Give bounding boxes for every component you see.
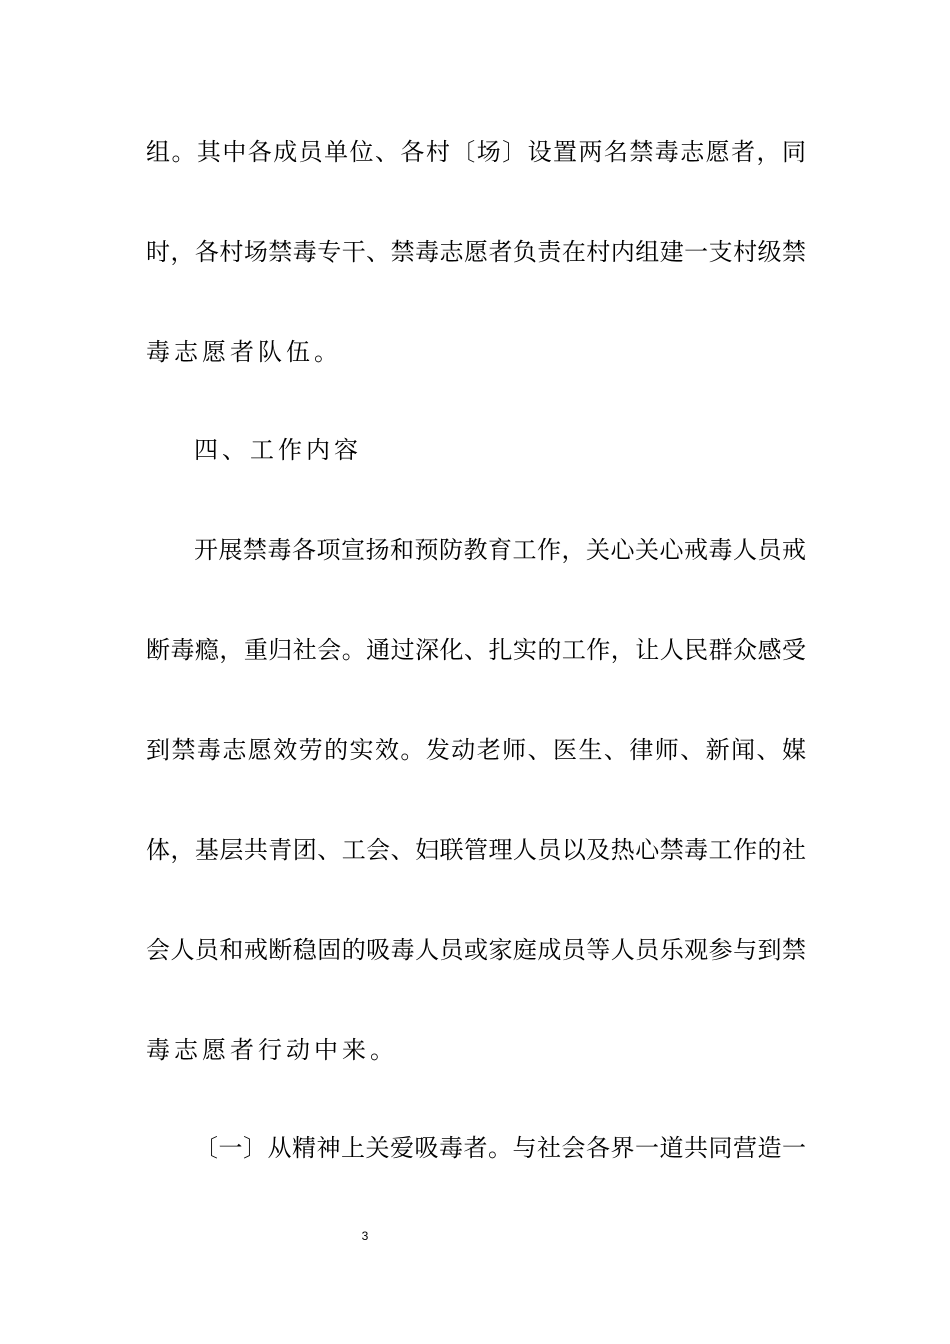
paragraph-line: 断毒瘾，重归社会。通过深化、扎实的工作，让人民群众感受 [146, 636, 806, 664]
paragraph-line: 毒志愿者队伍。 [146, 338, 342, 366]
paragraph-line: 开展禁毒各项宣扬和预防教育工作，关心关心戒毒人员戒 [194, 536, 806, 564]
paragraph-line: 毒志愿者行动中来。 [146, 1036, 398, 1064]
paragraph-line: 体，基层共青团、工会、妇联管理人员以及热心禁毒工作的社 [146, 836, 806, 864]
paragraph-line: 到禁毒志愿效劳的实效。发动老师、医生、律师、新闻、媒 [146, 736, 806, 764]
section-heading: 四、工作内容 [194, 436, 362, 464]
paragraph-line: 会人员和戒断稳固的吸毒人员或家庭成员等人员乐观参与到禁 [146, 936, 806, 964]
page-number: 3 [361, 1229, 369, 1243]
paragraph-line: 〔一〕从精神上关爱吸毒者。与社会各界一道共同营造一 [194, 1134, 806, 1162]
paragraph-line: 组。其中各成员单位、各村〔场〕设置两名禁毒志愿者，同 [146, 138, 806, 166]
paragraph-line: 时，各村场禁毒专干、禁毒志愿者负责在村内组建一支村级禁 [146, 238, 806, 266]
